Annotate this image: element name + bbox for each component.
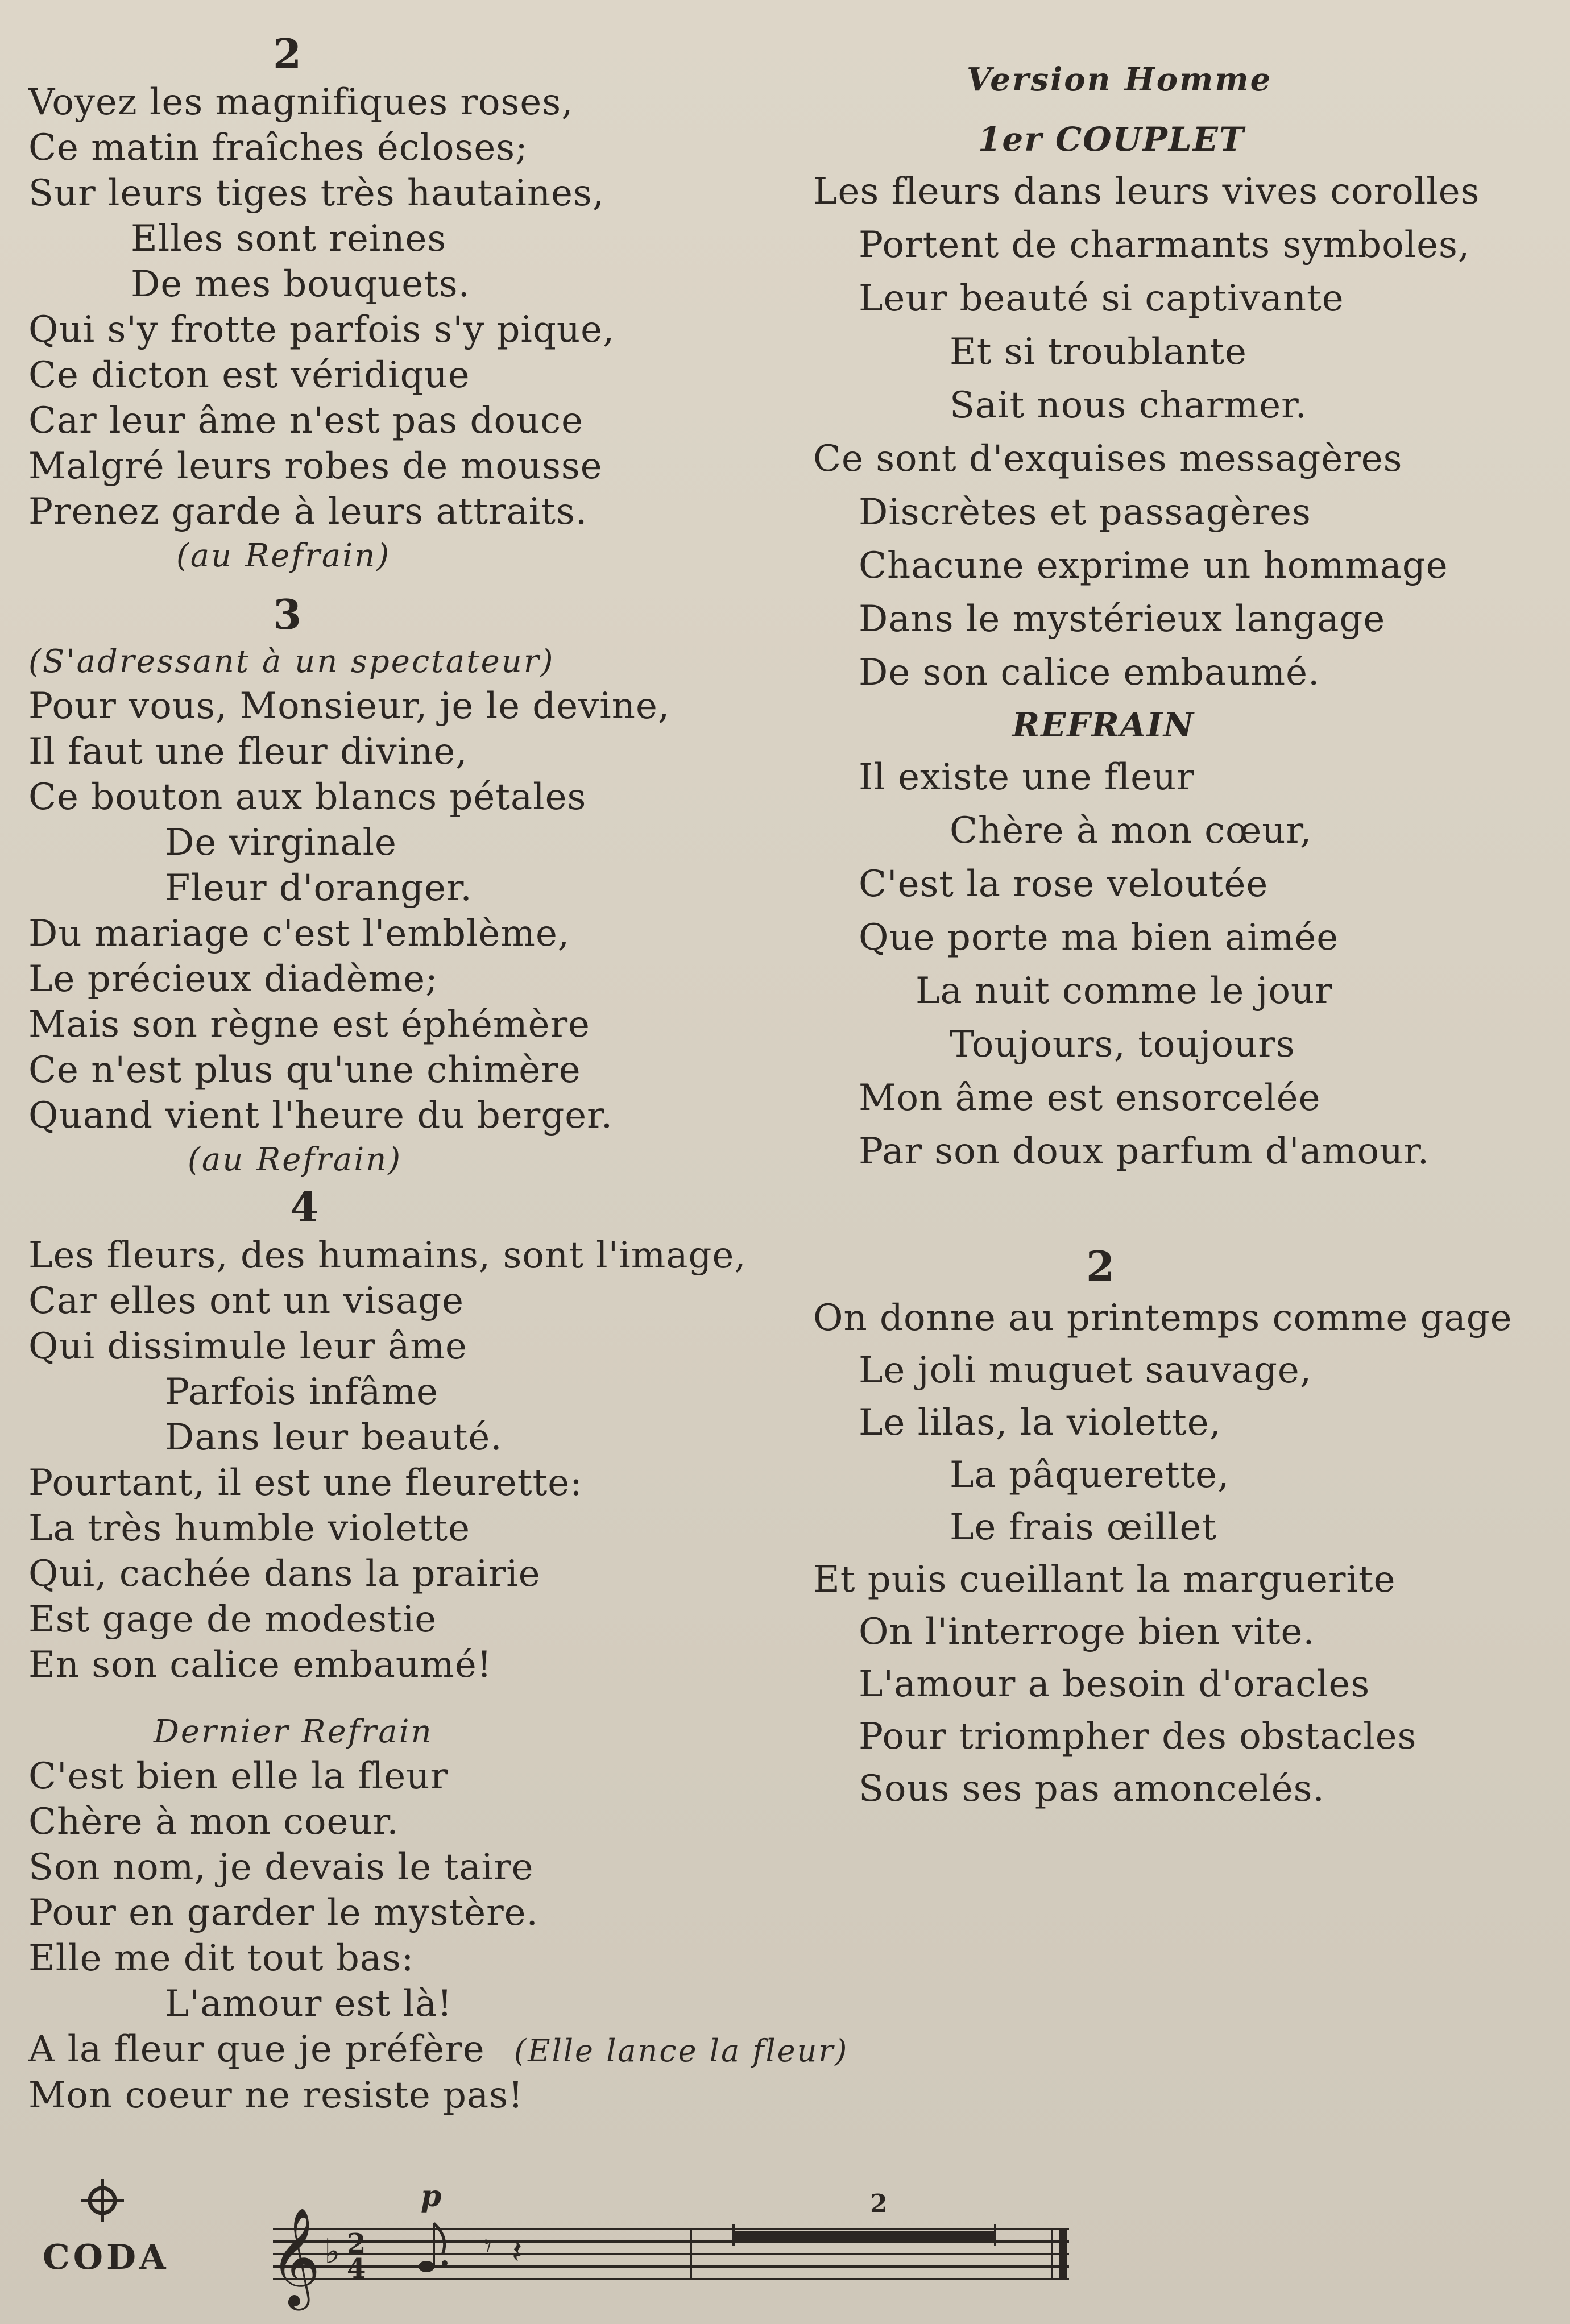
treble-clef-icon: 𝄞 — [270, 2207, 321, 2306]
verse-2-line: Ce dicton est véridique — [28, 354, 470, 396]
refrain-line: C'est la rose veloutée — [859, 863, 1269, 905]
verse-3-line: Pour vous, Monsieur, je le devine, — [28, 685, 670, 727]
verse-3-line: Du mariage c'est l'emblème, — [28, 913, 570, 955]
last-refrain-line: Mon coeur ne resiste pas! — [28, 2074, 524, 2116]
quarter-rest-icon: 𝄽 — [512, 2232, 523, 2272]
verse-3-line: Mais son règne est éphémère — [28, 1004, 590, 1046]
verse-2-line: Malgré leurs robes de mousse — [28, 445, 603, 487]
couplet-line: Chacune exprime un hommage — [859, 545, 1448, 587]
time-sig-bottom: 4 — [347, 2253, 366, 2285]
verse-4-line: Dans leur beauté. — [165, 1416, 503, 1459]
refrain-line: La nuit comme le jour — [916, 970, 1333, 1012]
refrain-line: Que porte ma bien aimée — [859, 917, 1339, 959]
couplet-line: De son calice embaumé. — [859, 652, 1320, 694]
verse-4-line: Parfois infâme — [165, 1371, 438, 1413]
multi-rest-bar — [734, 2231, 995, 2240]
last-refrain-title: Dernier Refrain — [154, 1713, 433, 1750]
verse-3-line: Quand vient l'heure du berger. — [28, 1095, 614, 1137]
right-verse-2-line: Sous ses pas amoncelés. — [859, 1768, 1325, 1810]
dynamic-marking: p — [421, 2184, 442, 2214]
final-barline-thick — [1059, 2229, 1067, 2279]
couplet-title: 1er COUPLET — [978, 120, 1245, 159]
verse-3-line: De virginale — [165, 822, 397, 864]
verse-3-line: Ce n'est plus qu'une chimère — [28, 1049, 581, 1091]
verse-2-line: Elles sont reines — [131, 218, 447, 260]
refrain-line: Chère à mon cœur, — [950, 810, 1312, 852]
right-verse-2-line: Pour triompher des obstacles — [859, 1716, 1417, 1758]
refrain-note: (au Refrain) — [176, 537, 391, 574]
right-verse-2-line: Le frais œillet — [950, 1506, 1217, 1548]
verse-3-number: 3 — [273, 590, 302, 639]
version-title: Version Homme — [967, 61, 1273, 98]
couplet-line: Et si troublante — [950, 331, 1247, 373]
couplet-line: Sait nous charmer. — [950, 384, 1307, 426]
right-verse-2-line: On l'interroge bien vite. — [859, 1611, 1315, 1653]
verse-2-line: Car leur âme n'est pas douce — [28, 400, 583, 442]
verse-4-line: En son calice embaumé! — [28, 1644, 492, 1686]
right-verse-2-line: Le lilas, la violette, — [859, 1402, 1221, 1444]
coda-label: CODA — [43, 2238, 169, 2277]
couplet-line: Ce sont d'exquises messagères — [813, 438, 1403, 480]
last-refrain-line: Elle me dit tout bas: — [28, 1937, 415, 1979]
music-staff — [262, 2184, 1080, 2320]
left-column — [28, 28, 849, 2118]
verse-4-line: Qui dissimule leur âme — [28, 1325, 467, 1368]
couplet-line: Dans le mystérieux langage — [859, 598, 1386, 640]
right-column — [813, 57, 1552, 1815]
stage-direction-throw: (Elle lance la fleur) — [514, 2033, 849, 2069]
refrain-line: Par son doux parfum d'amour. — [859, 1130, 1430, 1173]
refrain-title: REFRAIN — [1012, 706, 1195, 744]
refrain-line: Il existe une fleur — [859, 756, 1195, 798]
right-verse-2-line: On donne au printemps comme gage — [813, 1297, 1513, 1339]
right-verse-2-line: Et puis cueillant la marguerite — [813, 1559, 1396, 1601]
last-refrain-line: Pour en garder le mystère. — [28, 1892, 538, 1934]
verse-3-line: Ce bouton aux blancs pétales — [28, 776, 587, 818]
refrain-line: Toujours, toujours — [950, 1024, 1295, 1066]
refrain-line: Mon âme est ensorcelée — [859, 1077, 1321, 1119]
verse-3-line: Fleur d'oranger. — [165, 867, 473, 909]
eighth-note-icon — [419, 2223, 448, 2272]
last-refrain-line: Son nom, je devais le taire — [28, 1846, 534, 1888]
couplet-line: Leur beauté si captivante — [859, 277, 1344, 320]
right-verse-2-line: Le joli muguet sauvage, — [859, 1349, 1312, 1391]
couplet-line: Discrètes et passagères — [859, 491, 1311, 533]
verse-3-line: Le précieux diadème; — [28, 958, 438, 1000]
last-refrain-line-text: A la fleur que je préfère — [28, 2028, 485, 2070]
multi-rest-count: 2 — [870, 2189, 888, 2218]
verse-3-line: Il faut une fleur divine, — [28, 731, 468, 773]
verse-4-number: 4 — [290, 1183, 319, 1231]
verse-2-line: De mes bouquets. — [131, 263, 470, 305]
verse-4-line: Pourtant, il est une fleurette: — [28, 1462, 583, 1504]
right-verse-2-line: L'amour a besoin d'oracles — [859, 1663, 1370, 1705]
verse-2-line: Ce matin fraîches écloses; — [28, 127, 528, 169]
coda-symbol-icon — [80, 2178, 125, 2223]
verse-2-number: 2 — [273, 30, 302, 78]
last-refrain-line — [28, 2027, 849, 2073]
eighth-rest-icon: 𝄾 — [483, 2226, 492, 2266]
couplet-line: Portent de charmants symboles, — [859, 224, 1470, 266]
verse-2-line: Voyez les magnifiques roses, — [28, 81, 574, 123]
right-verse-2-number: 2 — [1086, 1242, 1115, 1290]
last-refrain-line: L'amour est là! — [165, 1983, 453, 2025]
verse-2-line: Sur leurs tiges très hautaines, — [28, 172, 605, 214]
couplet-line: Les fleurs dans leurs vives corolles — [813, 171, 1480, 213]
verse-4-line: La très humble violette — [28, 1507, 470, 1550]
refrain-note: (au Refrain) — [188, 1141, 403, 1178]
verse-4-line: Qui, cachée dans la prairie — [28, 1553, 541, 1595]
verse-4-line: Les fleurs, des humains, sont l'image, — [28, 1235, 747, 1277]
verse-4-line: Est gage de modestie — [28, 1598, 437, 1641]
last-refrain-line: Chère à mon coeur. — [28, 1801, 399, 1843]
stage-direction: (S'adressant à un spectateur) — [28, 643, 555, 680]
flat-icon: ♭ — [324, 2232, 341, 2272]
verse-2-line: Prenez garde à leurs attraits. — [28, 491, 588, 533]
time-sig-top: 2 — [347, 2228, 366, 2260]
last-refrain-line: C'est bien elle la fleur — [28, 1755, 449, 1797]
right-verse-2-line: La pâquerette, — [950, 1454, 1230, 1496]
verse-4-line: Car elles ont un visage — [28, 1280, 464, 1322]
verse-2-line: Qui s'y frotte parfois s'y pique, — [28, 309, 615, 351]
